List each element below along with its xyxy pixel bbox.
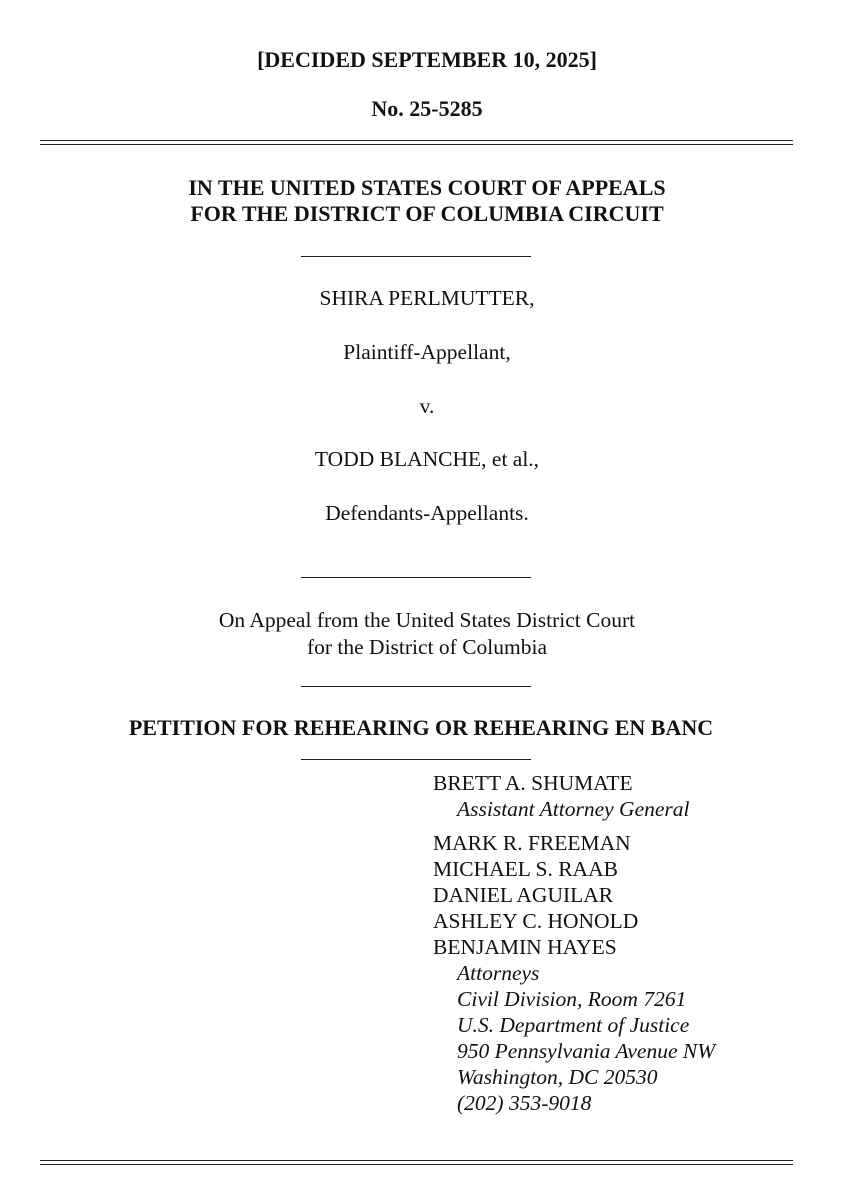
division-room: Civil Division, Room 7261 — [457, 987, 687, 1011]
defendant-role: Defendants-Appellants. — [325, 501, 529, 525]
department: U.S. Department of Justice — [457, 1013, 690, 1037]
top-double-rule — [40, 140, 793, 145]
case-number: No. 25-5285 — [371, 96, 483, 121]
bottom-double-rule — [40, 1160, 793, 1165]
attorney-name: DANIEL AGUILAR — [433, 883, 614, 907]
divider — [301, 577, 531, 578]
defendant-name: TODD BLANCHE, et al., — [314, 447, 540, 471]
versus: v. — [419, 394, 435, 418]
lead-attorney-title: Assistant Attorney General — [457, 797, 690, 821]
appeal-line1: On Appeal from the United States District Court — [218, 608, 636, 632]
court-name-line2: FOR THE DISTRICT OF COLUMBIA CIRCUIT — [190, 201, 664, 226]
attorney-name: MICHAEL S. RAAB — [433, 857, 618, 881]
attorney-name: ASHLEY C. HONOLD — [433, 909, 639, 933]
divider — [301, 759, 531, 760]
attorney-name: BENJAMIN HAYES — [433, 935, 617, 959]
phone-number: (202) 353-9018 — [457, 1091, 592, 1115]
appeal-line2: for the District of Columbia — [306, 635, 548, 659]
lead-attorney-name: BRETT A. SHUMATE — [433, 771, 633, 795]
divider — [301, 256, 531, 257]
petition-title: PETITION FOR REHEARING OR REHEARING EN BANC — [128, 715, 714, 740]
plaintiff-role: Plaintiff-Appellant, — [343, 340, 511, 364]
attorney-name: MARK R. FREEMAN — [433, 831, 631, 855]
court-name-line1: IN THE UNITED STATES COURT OF APPEALS — [188, 175, 666, 200]
counsel-block — [433, 770, 715, 1116]
plaintiff-name: SHIRA PERLMUTTER, — [319, 286, 535, 310]
decided-date: [DECIDED SEPTEMBER 10, 2025] — [257, 47, 597, 72]
city-state-zip: Washington, DC 20530 — [457, 1065, 658, 1089]
street-address: 950 Pennsylvania Avenue NW — [457, 1039, 716, 1063]
divider — [301, 686, 531, 687]
attorneys-label: Attorneys — [457, 961, 540, 985]
